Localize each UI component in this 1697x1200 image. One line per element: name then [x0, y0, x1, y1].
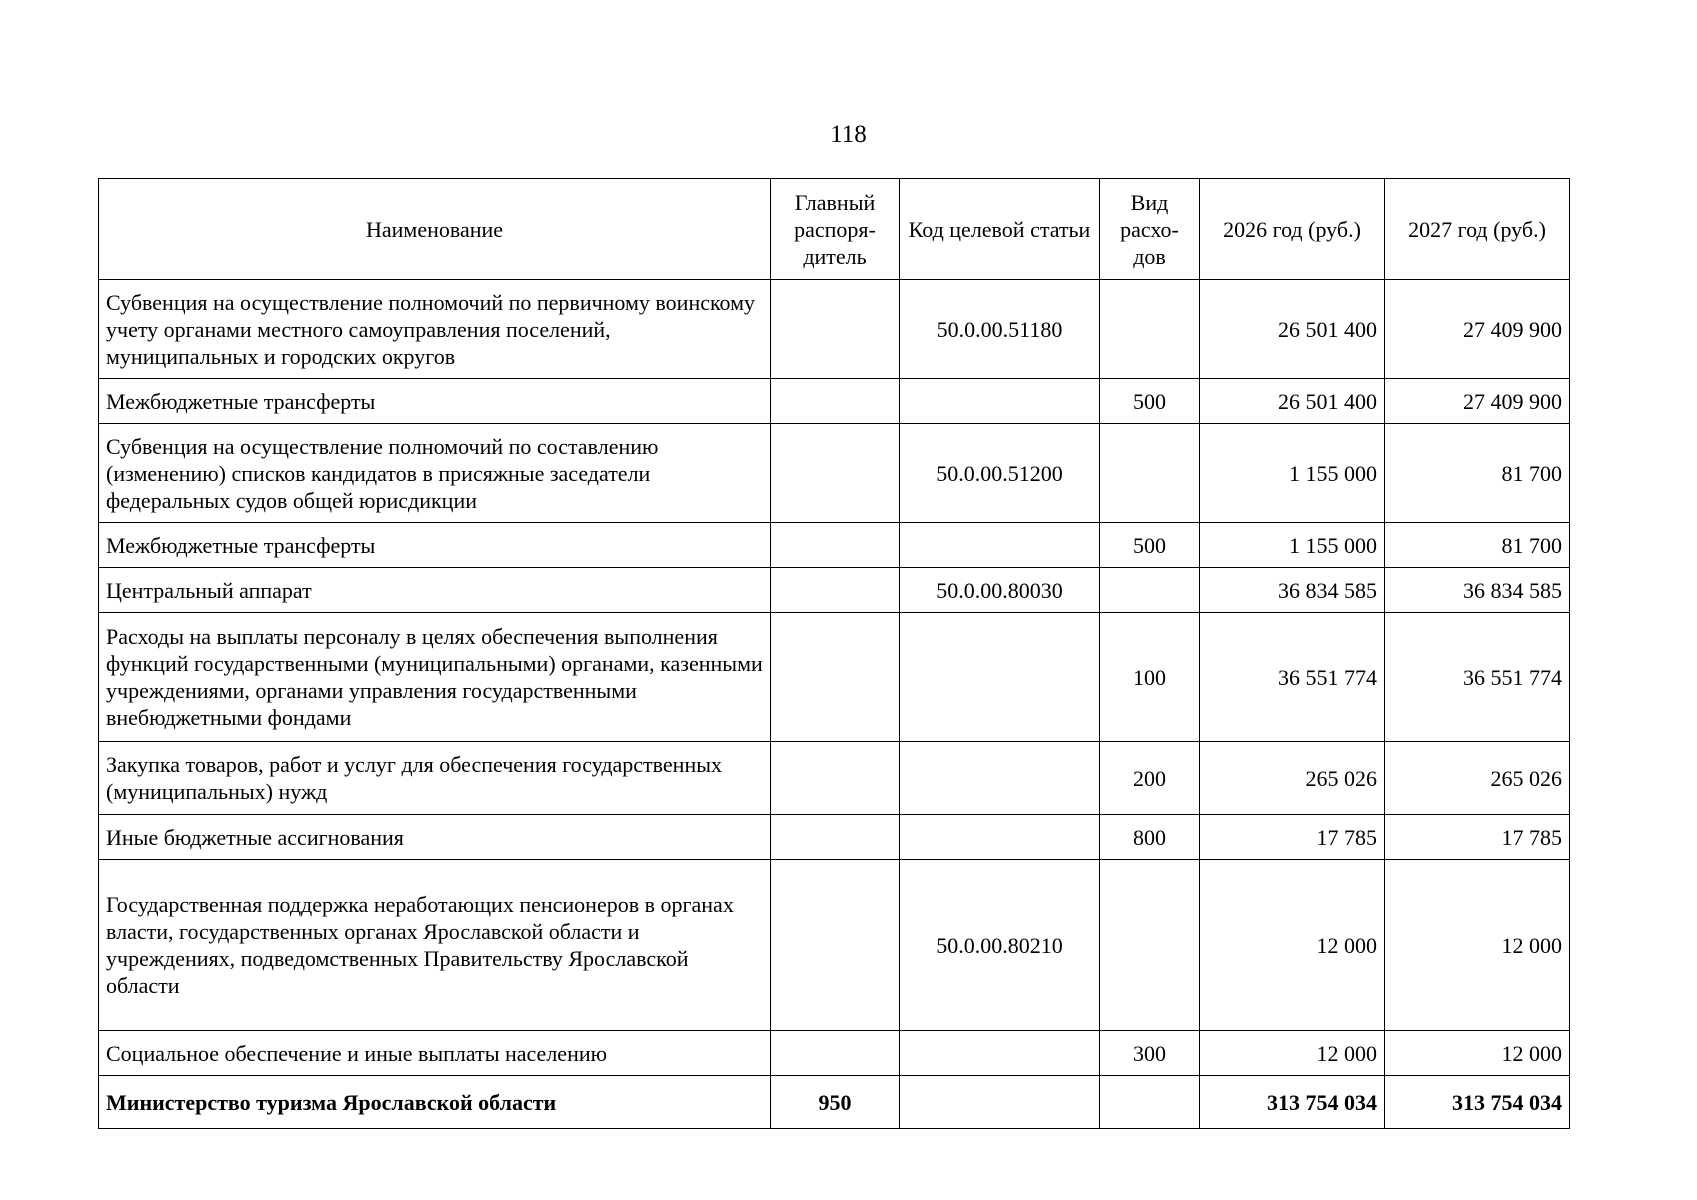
table-row: [99, 568, 1570, 613]
cell-ministry-code: [771, 613, 900, 742]
cell-name: Иные бюджетные ассигнования: [99, 815, 771, 860]
cell-name: Центральный аппарат: [99, 568, 771, 613]
cell-ministry-code: [771, 860, 900, 1031]
cell-ministry-code: [771, 280, 900, 379]
cell-year-2026: 1 155 000: [1200, 424, 1385, 523]
table-row: [99, 742, 1570, 815]
cell-year-2026: 313 754 034: [1200, 1076, 1385, 1129]
cell-year-2026: 26 501 400: [1200, 379, 1385, 424]
table-row: [99, 815, 1570, 860]
table-row: [99, 280, 1570, 379]
cell-year-2027: 81 700: [1385, 523, 1570, 568]
cell-ministry-code: [771, 815, 900, 860]
cell-name: Субвенция на осуществление полномочий по первичному воинскому учету органами местного самоуправления поселений, муниципальных и городских округов: [99, 280, 771, 379]
table-header: [99, 179, 1570, 280]
cell-year-2026: 26 501 400: [1200, 280, 1385, 379]
table-row: [99, 1031, 1570, 1076]
cell-expense-type: [1100, 568, 1200, 613]
cell-expense-type: [1100, 860, 1200, 1031]
header-expense-type: Вид расхо-дов: [1100, 179, 1200, 280]
cell-expense-type: [1100, 424, 1200, 523]
table-body: [99, 280, 1570, 1129]
cell-name: Закупка товаров, работ и услуг для обеспечения государственных (муниципальных) нужд: [99, 742, 771, 815]
cell-year-2027: 265 026: [1385, 742, 1570, 815]
cell-ministry-code: 950: [771, 1076, 900, 1129]
table-row: [99, 379, 1570, 424]
cell-expense-type: 300: [1100, 1031, 1200, 1076]
cell-ministry-code: [771, 568, 900, 613]
cell-year-2026: 265 026: [1200, 742, 1385, 815]
cell-target-code: [900, 742, 1100, 815]
cell-year-2026: 12 000: [1200, 860, 1385, 1031]
cell-year-2027: 313 754 034: [1385, 1076, 1570, 1129]
header-year-2027: 2027 год (руб.): [1385, 179, 1570, 280]
cell-expense-type: 500: [1100, 379, 1200, 424]
cell-name: Министерство туризма Ярославской области: [99, 1076, 771, 1129]
header-name: Наименование: [99, 179, 771, 280]
cell-year-2027: 81 700: [1385, 424, 1570, 523]
cell-target-code: [900, 523, 1100, 568]
cell-target-code: 50.0.00.80030: [900, 568, 1100, 613]
cell-name: Межбюджетные трансферты: [99, 523, 771, 568]
header-year-2026: 2026 год (руб.): [1200, 179, 1385, 280]
cell-target-code: 50.0.00.51200: [900, 424, 1100, 523]
table-row: [99, 523, 1570, 568]
cell-expense-type: 500: [1100, 523, 1200, 568]
cell-year-2026: 36 834 585: [1200, 568, 1385, 613]
cell-name: Государственная поддержка неработающих пенсионеров в органах власти, государственных органах Ярославской области и учреждениях, подведомственных Правительству Ярославской области: [99, 860, 771, 1031]
cell-name: Субвенция на осуществление полномочий по составлению (изменению) списков кандидатов в присяжные заседатели федеральных судов общей юрисдикции: [99, 424, 771, 523]
table-row: [99, 424, 1570, 523]
budget-table: [98, 178, 1570, 1129]
cell-year-2027: 12 000: [1385, 860, 1570, 1031]
header-target-code: Код целевой статьи: [900, 179, 1100, 280]
cell-target-code: [900, 613, 1100, 742]
table-row: [99, 613, 1570, 742]
cell-target-code: 50.0.00.51180: [900, 280, 1100, 379]
cell-year-2027: 12 000: [1385, 1031, 1570, 1076]
cell-year-2027: 27 409 900: [1385, 280, 1570, 379]
cell-target-code: [900, 379, 1100, 424]
cell-target-code: [900, 815, 1100, 860]
cell-ministry-code: [771, 742, 900, 815]
cell-expense-type: [1100, 1076, 1200, 1129]
cell-year-2026: 17 785: [1200, 815, 1385, 860]
cell-year-2027: 17 785: [1385, 815, 1570, 860]
cell-name: Социальное обеспечение и иные выплаты населению: [99, 1031, 771, 1076]
total-row: [99, 1076, 1570, 1129]
cell-expense-type: 100: [1100, 613, 1200, 742]
cell-name: Межбюджетные трансферты: [99, 379, 771, 424]
cell-year-2027: 36 551 774: [1385, 613, 1570, 742]
cell-expense-type: 200: [1100, 742, 1200, 815]
cell-year-2027: 36 834 585: [1385, 568, 1570, 613]
cell-ministry-code: [771, 379, 900, 424]
cell-expense-type: [1100, 280, 1200, 379]
cell-year-2026: 36 551 774: [1200, 613, 1385, 742]
table-row: [99, 860, 1570, 1031]
cell-ministry-code: [771, 523, 900, 568]
cell-target-code: [900, 1031, 1100, 1076]
cell-target-code: [900, 1076, 1100, 1129]
cell-target-code: 50.0.00.80210: [900, 860, 1100, 1031]
cell-ministry-code: [771, 1031, 900, 1076]
cell-ministry-code: [771, 424, 900, 523]
cell-year-2026: 1 155 000: [1200, 523, 1385, 568]
cell-year-2027: 27 409 900: [1385, 379, 1570, 424]
page-number: 118: [830, 121, 867, 148]
header-ministry-code: Главный распоря-дитель: [771, 179, 900, 280]
cell-name: Расходы на выплаты персоналу в целях обеспечения выполнения функций государственными (муниципальными) органами, казенными учреждениями, органами управления государственными внебюджетными фондами: [99, 613, 771, 742]
header-row: [99, 179, 1570, 280]
cell-year-2026: 12 000: [1200, 1031, 1385, 1076]
cell-expense-type: 800: [1100, 815, 1200, 860]
